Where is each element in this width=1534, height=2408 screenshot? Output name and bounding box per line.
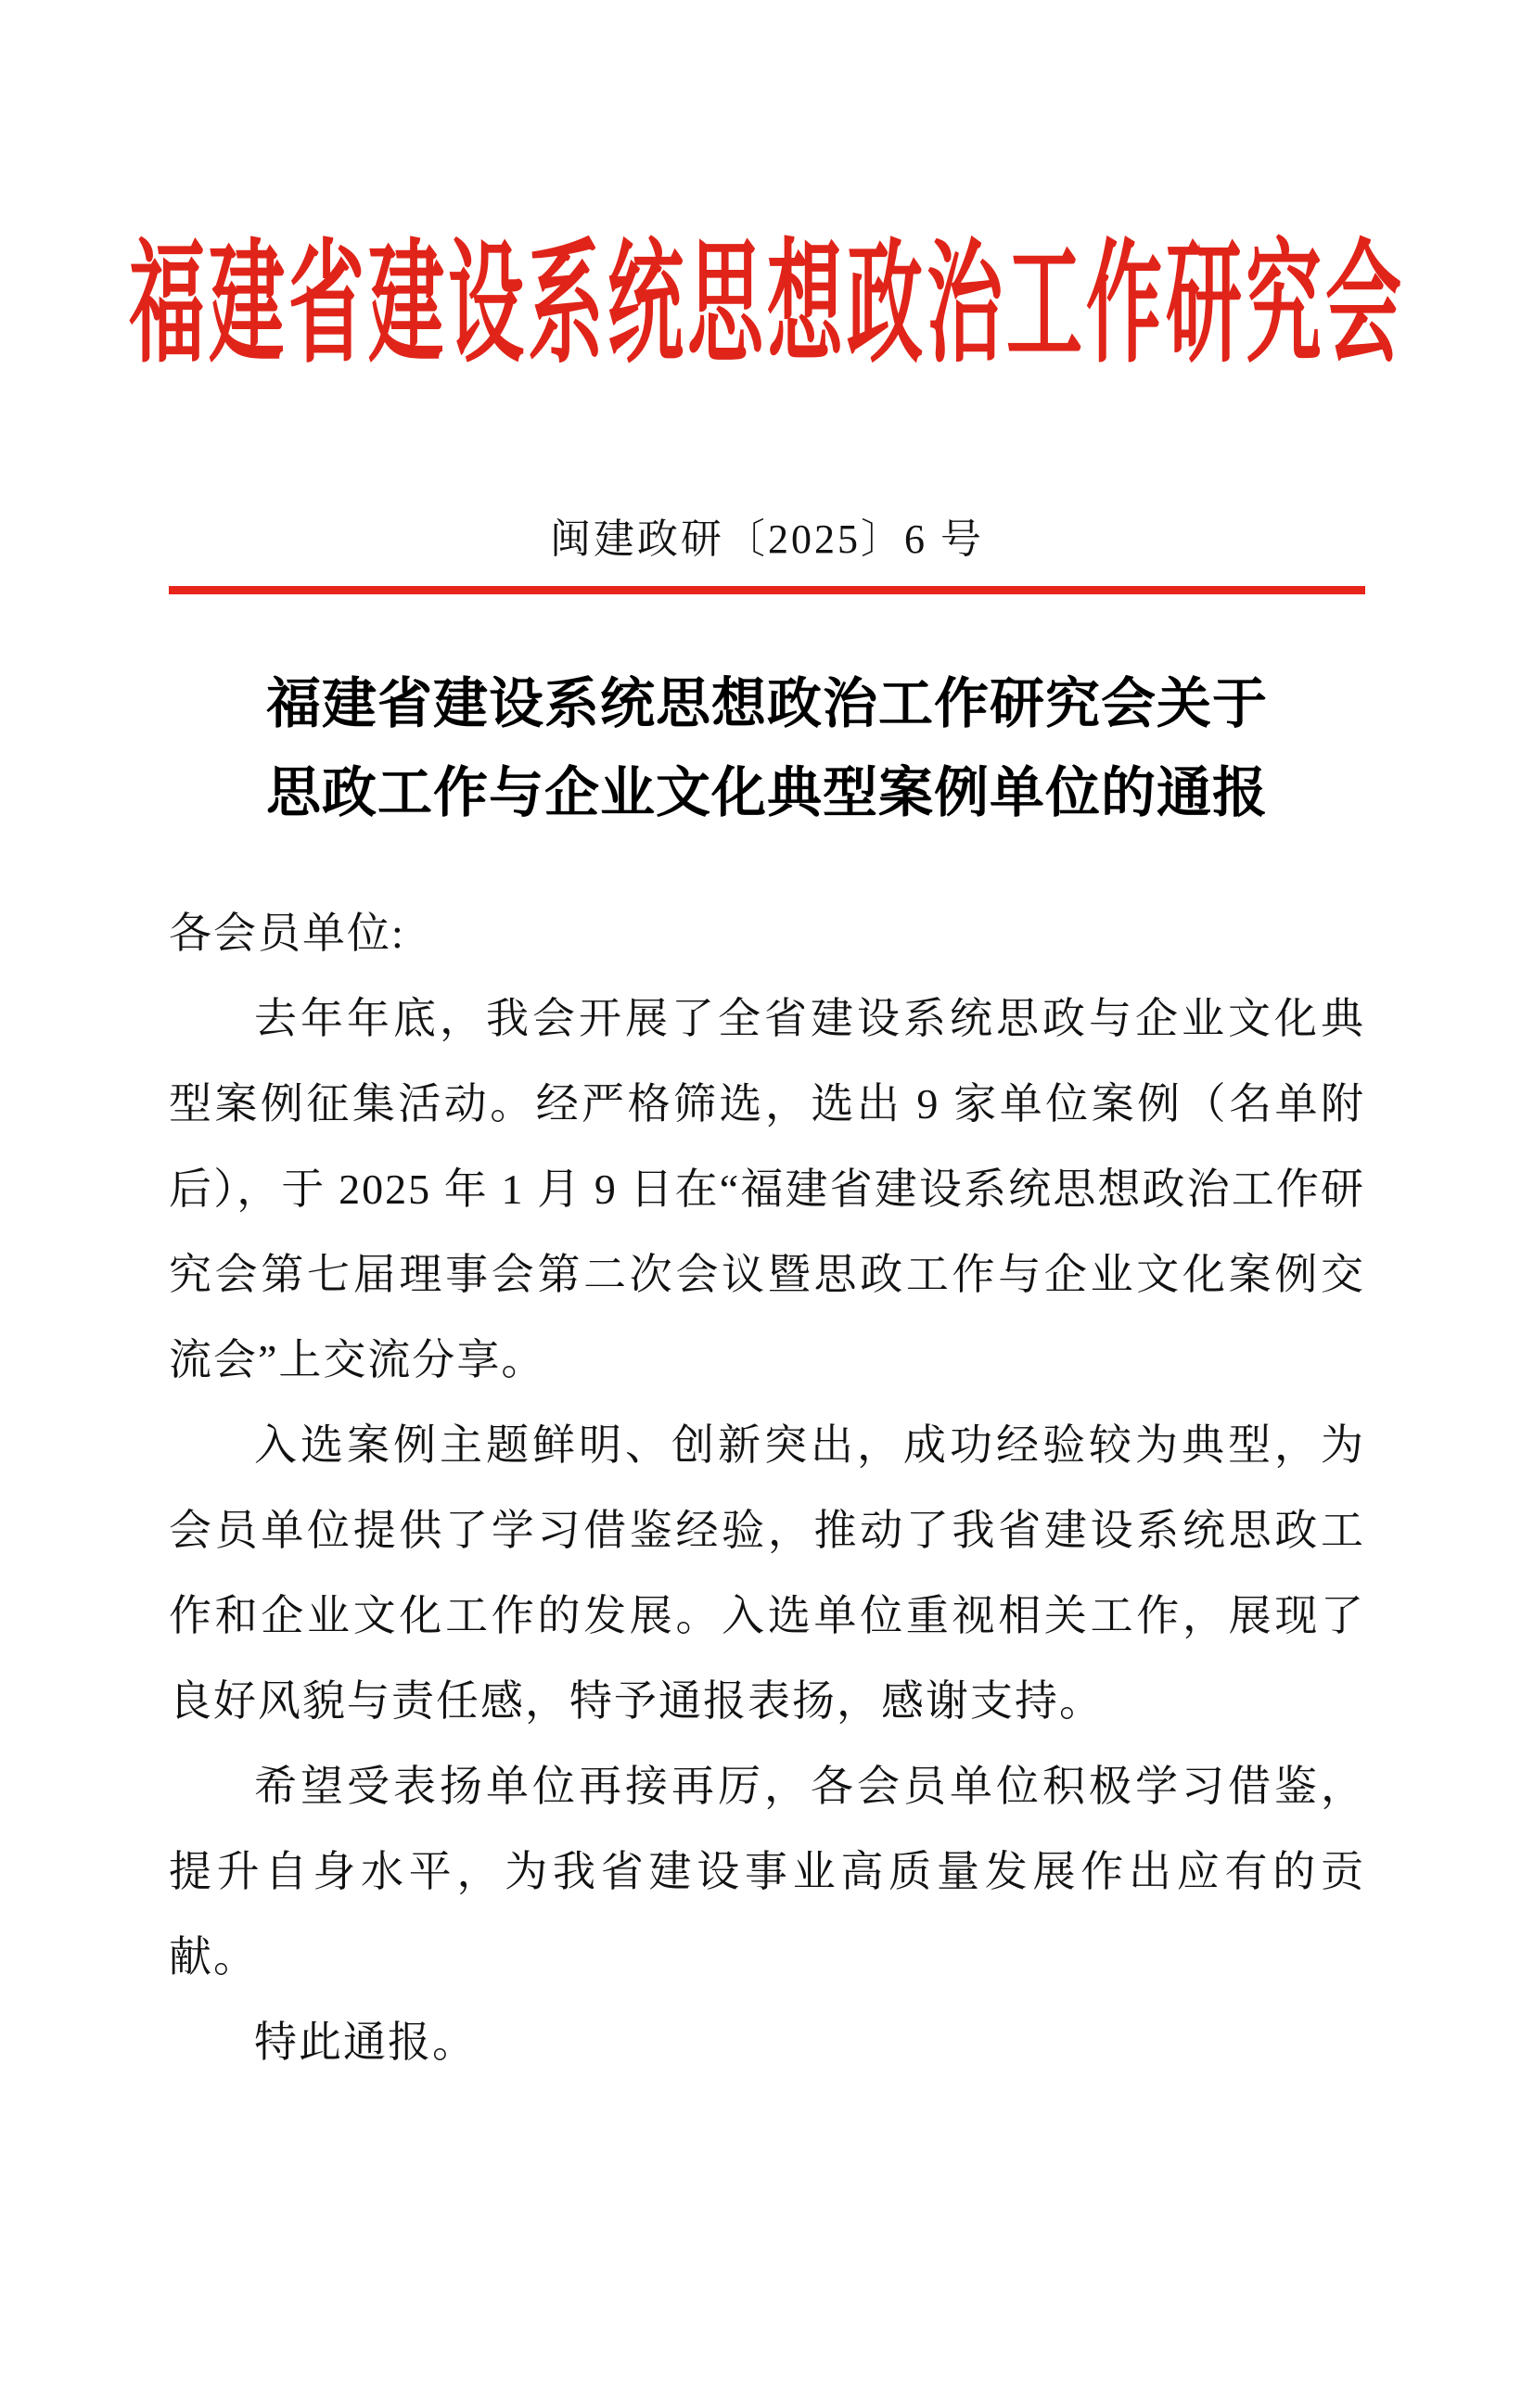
letterhead xyxy=(129,231,1406,388)
body-paragraph: 希望受表扬单位再接再厉，各会员单位积极学习借鉴，提升自身水平，为我省建设事业高质量发展作出应有的贡献。 xyxy=(169,1763,1365,1981)
official-document-page xyxy=(0,231,1534,2408)
document-title xyxy=(169,659,1365,837)
letterhead-org-name: 福建省建设系统思想政治工作研究会 xyxy=(129,231,1406,379)
body-paragraph: 去年年底，我会开展了全省建设系统思政与企业文化典型案例征集活动。经严格筛选，选出 9 家单位案例（名单附后），于 2025 年 1 月 9 日在“福建省建设系统思想政治工作研究会第七届理事会第二次会议暨思政工作与企业文化案例交流会”上交流分享。 xyxy=(169,995,1365,1383)
document-title-line2: 思政工作与企业文化典型案例单位的通报 xyxy=(265,762,1268,823)
red-divider-rule xyxy=(169,586,1365,594)
closing-line: 特此通报。 xyxy=(254,2019,477,2066)
document-body xyxy=(169,891,1365,2085)
body-paragraph: 入选案例主题鲜明、创新突出，成功经验较为典型，为会员单位提供了学习借鉴经验，推动了我省建设系统思政工作和企业文化工作的发展。入选单位重视相关工作，展现了良好风貌与责任感，特予通报表扬，感谢支持。 xyxy=(169,1421,1365,1725)
document-title-line1: 福建省建设系统思想政治工作研究会关于 xyxy=(265,673,1268,734)
salutation: 各会员单位: xyxy=(169,910,405,957)
document-number: 闽建政研〔2025〕6 号 xyxy=(550,516,984,562)
